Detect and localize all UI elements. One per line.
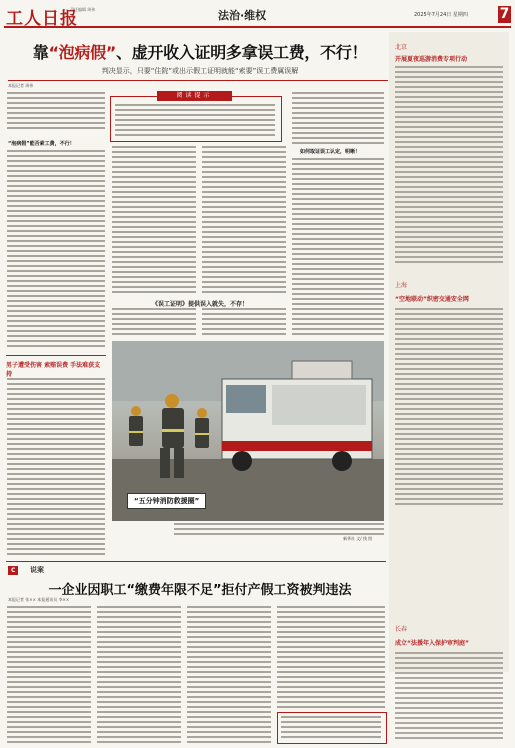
masthead	[4, 4, 511, 28]
bottom-headline: 一企业因职工“缴费年限不足”拒付产假工资被判违法	[48, 583, 352, 598]
editor-credit: 责任编辑 周伟	[70, 7, 96, 12]
lead-subheadline: 判决显示，只要“住院”或出示假工证明就能“索要”误工费属误解	[101, 67, 299, 75]
photo-credit: 新华社 文/ 钱 图	[343, 536, 373, 541]
story1-text	[395, 66, 503, 266]
page-number: 7	[499, 6, 510, 22]
bottom-text-col4	[277, 606, 385, 708]
right-column	[389, 32, 509, 672]
story3-title: 成立“法援年入保护审判庭”	[395, 640, 469, 647]
lead-headline	[10, 40, 390, 63]
lead-text-col1-b	[7, 150, 105, 350]
bottom-quote-text	[281, 716, 381, 738]
story2-title: “空地联动”织密交通安全网	[395, 296, 469, 303]
editor-note-title: 阅读提示	[157, 91, 232, 101]
bottom-text-col2	[97, 606, 181, 744]
side-story-rule	[6, 355, 106, 356]
lead-byline: 本报记者 周伟	[8, 83, 34, 88]
lead-subhead-1: “泡病假”能否索工费，不行！	[8, 141, 75, 147]
story3-location: 长春	[395, 626, 408, 633]
bottom-text-col3	[187, 606, 271, 744]
bottom-section-rule	[6, 561, 386, 562]
lead-subhead-2: 如何取证误工认定，明晰！	[300, 149, 361, 155]
section-title: 法治·维权	[218, 9, 267, 22]
story1-title: 开展夏夜巡游消费专项行动	[395, 56, 468, 63]
story1-location: 北京	[395, 44, 408, 51]
lead-text-col4-a	[292, 92, 384, 144]
story2-location: 上海	[395, 282, 408, 289]
lead-text-col2-b	[112, 308, 196, 338]
issue-date: 2025年7月24日 星期四	[414, 12, 468, 18]
side-story-title: 男子遭受伤害 索赔误费 手法难获支持	[6, 362, 101, 378]
lead-headline-prefix: 靠	[32, 43, 49, 62]
lead-headline-rest: 、虚开收入证明多拿误工费，不行！	[116, 43, 368, 62]
side-story-text	[7, 378, 105, 558]
bottom-byline: 本报记者 张×× 本报通讯员 李××	[8, 597, 70, 602]
photo-badge: “五分钟消防救援圈”	[127, 493, 206, 509]
section-tag: C	[8, 566, 18, 575]
section-name: 说案	[30, 566, 44, 574]
lead-text-col1-a	[7, 92, 105, 132]
lead-headline-red: “泡病假”	[48, 43, 117, 62]
lead-text-col2	[112, 146, 196, 296]
story3-text	[395, 652, 503, 742]
photo-caption	[174, 523, 384, 535]
lead-text-col3-b	[202, 308, 286, 338]
lead-text-col3	[202, 146, 286, 296]
newspaper-logo: 工人日报	[6, 9, 78, 29]
lead-text-col4-b	[292, 158, 384, 338]
headline-divider	[8, 80, 388, 81]
mid-subhead: 《误工证明》提供误入就失，不存！	[152, 301, 249, 308]
story2-text	[395, 308, 503, 508]
editor-note-text	[115, 104, 275, 138]
bottom-text-col1	[7, 606, 91, 744]
